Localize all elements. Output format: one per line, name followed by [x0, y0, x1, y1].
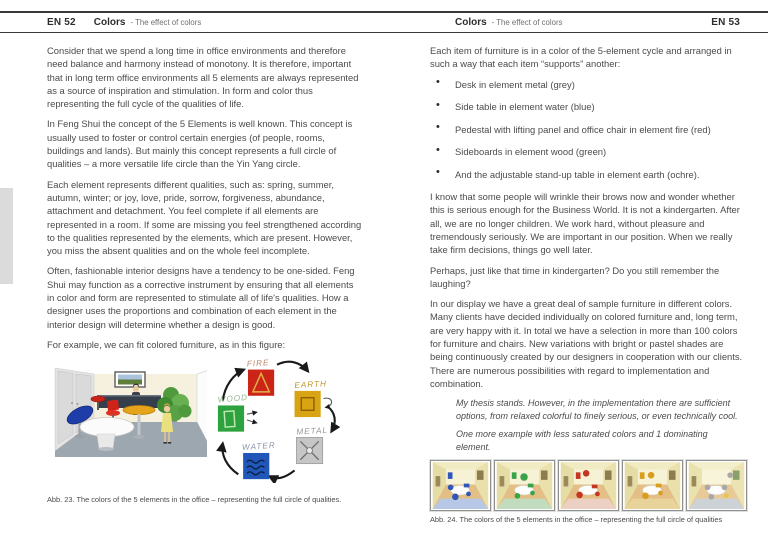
- metal-label: METAL: [296, 426, 329, 437]
- section-title-left: Colors: [93, 17, 126, 28]
- paragraph: Each item of furniture is in a color of the 5-element cycle and arranged in such a way that each item “supports” another:: [430, 45, 732, 70]
- metal-element: [296, 426, 328, 464]
- room-thumbnail-wood: [494, 460, 555, 511]
- paragraph: In Feng Shui the concept of the 5 Elements is well known. This concept is usually used to foster or control certain energies (of people, rooms, buildings and lands). But mainly this concept represents a full circle of qualities – a more versatile life circle than the Yin Yang circle.: [47, 118, 353, 170]
- room-thumbnail-water: [430, 460, 491, 511]
- thesis-note: My thesis stands. However, in the implementation there are sufficient options, from relaxed colorful to finely serious, or even technically cool.: [456, 398, 738, 421]
- wood-label: WOOD: [217, 393, 249, 405]
- paragraph: Often, fashionable interior designs have a tendency to be one-sided. Feng Shui may function as a corrective instrument by ensuring that all elements in color and form are represented to stimulate all of life's qualities. How a designer uses the proportions and combination of each element in the interior design will determine whether a design is good.: [47, 265, 355, 330]
- page-number-left: EN 52: [47, 17, 76, 28]
- room-thumbnail-earth: [622, 460, 683, 511]
- earth-element: [294, 380, 327, 418]
- list-item: • Pedestal with lifting panel and office chair in element fire (red): [430, 123, 747, 136]
- header-left-page: [47, 13, 201, 32]
- room-thumbnail-fire: [558, 460, 619, 511]
- list-item: • Side table in element water (blue): [430, 100, 747, 113]
- example-note: One more example with less saturated colors and 1 dominating element.: [456, 429, 708, 453]
- figure-24-caption: Abb. 24. The colors of the 5 elements in the office – representing the full circle of qualities: [430, 514, 723, 524]
- paragraph: In our display we have a great deal of sample furniture in different colors. Many clients have decided individually on colored furniture and, long term, are very happy with it. In total we have a selection in more than 100 colors for furniture and chairs. New variations with bright or pastel shades are being continuously created by our designers in cooperation with our clients. There are numerous possibilities with regard to implementation and combination.: [430, 298, 743, 389]
- paragraph: Each element represents different qualities, such as: spring, summer, autumn, winter; or joy, love, pride, sorrow, forgiveness, abundance, attachment and detachment. You feel complete if all elements are represented in a room. If some are missing you feel strengthened according to the qualities represented by the elements, which are present. However, you miss the absent qualities and on the whole feel incomplete.: [47, 178, 362, 257]
- paragraph: Perhaps, just like that time in kindergarten? Do you still remember the laughing?: [430, 264, 720, 289]
- header-right-page: [455, 13, 740, 32]
- right-page-column: [430, 44, 747, 531]
- room-thumbnail-metal: [686, 460, 747, 511]
- water-element: [242, 441, 276, 479]
- five-element-cycle-diagram: [215, 357, 375, 483]
- wall-picture: [115, 372, 145, 387]
- paragraph: Consider that we spend a long time in office environments and therefore need balance and harmony instead of monotony. It is therefore, important that in long term office environments all 5 elements are always represented as a source of inspiration and stimulation. In form and color thus representing the full cycle of the qualities of life.: [47, 45, 359, 110]
- furniture-element-list: [430, 78, 747, 181]
- paragraph: I know that some people will wrinkle their brows now and wonder whether this is serious enough for the Business World. It is not a kindergarten. After all, we are no longer children. We work hard, without pleasure and tremendously seriously. We are important in our position. When we really take firm decisions, things go well later.: [430, 191, 740, 256]
- page-header-band: [0, 11, 768, 33]
- fire-element: [247, 358, 275, 396]
- paragraph: For example, we can fit colored furniture, as in this figure:: [47, 338, 286, 350]
- list-item: • Sideboards in element wood (green): [430, 145, 747, 158]
- section-title-right: Colors: [455, 17, 487, 28]
- list-item: • And the adjustable stand-up table in element earth (ochre).: [430, 168, 747, 181]
- earth-label: EARTH: [294, 379, 328, 391]
- page-edge-tab: [0, 188, 13, 284]
- figure-24-thumbnails: [430, 460, 747, 511]
- figure-23-caption: Abb. 23. The colors of the 5 elements in the office – representing the full circle of qualities.: [47, 495, 342, 505]
- water-label: WATER: [241, 440, 277, 453]
- page-number-right: EN 53: [711, 17, 740, 28]
- fire-label: FIRE: [246, 358, 270, 369]
- section-subtitle-right: - The effect of colors: [491, 18, 563, 27]
- office-room-illustration: [47, 365, 207, 457]
- figure-23: [47, 358, 363, 491]
- section-subtitle-left: - The effect of colors: [130, 18, 202, 27]
- wood-element: [217, 393, 248, 432]
- left-page-column: [47, 44, 363, 511]
- list-item: • Desk in element metal (grey): [430, 78, 747, 91]
- sideboard-counter: [97, 395, 161, 408]
